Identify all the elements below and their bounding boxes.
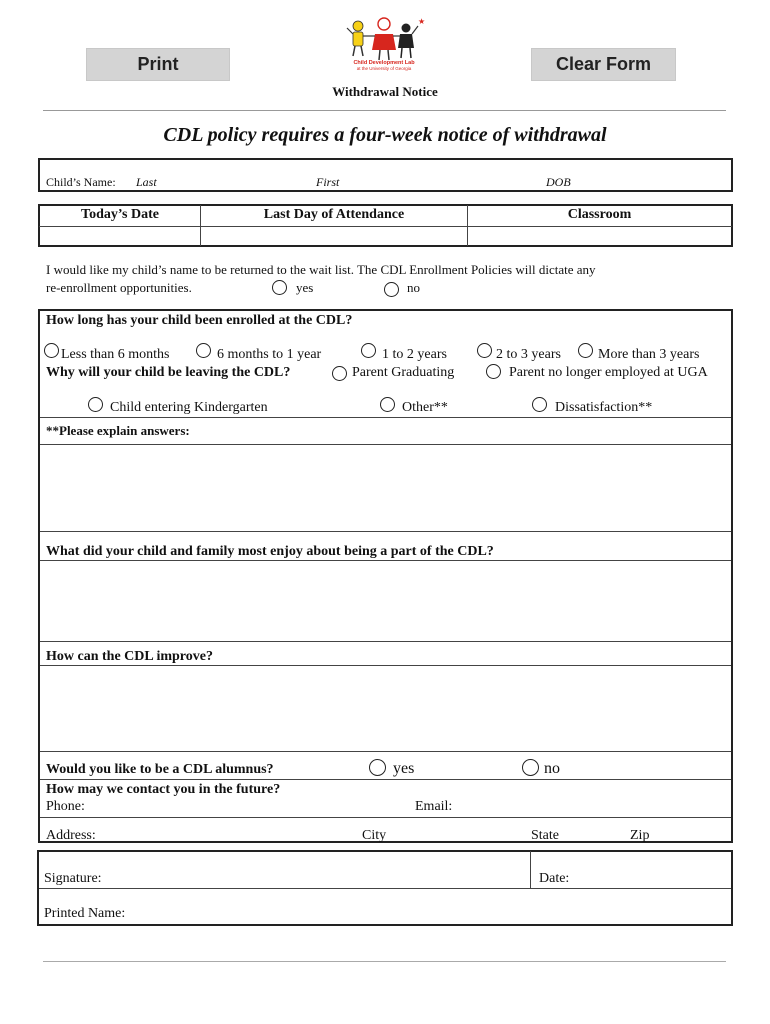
leaving-parent-graduating-radio[interactable] — [332, 366, 347, 381]
alumnus-yes-radio[interactable] — [369, 759, 386, 776]
leaving-dissatisfaction-radio[interactable] — [532, 397, 547, 412]
section-divider — [40, 417, 731, 418]
waitlist-text-line1: I would like my child’s name to be returned to the wait list. The CDL Enrollment Policies will dictate any — [46, 262, 596, 277]
address-input[interactable] — [104, 821, 354, 837]
section-divider — [40, 665, 731, 666]
classroom-input[interactable] — [470, 228, 728, 244]
header-divider — [43, 110, 726, 111]
alumnus-yes-label: yes — [393, 760, 415, 777]
enrolled-less-6-months-radio[interactable] — [44, 343, 59, 358]
alumnus-question: Would you like to be a CDL alumnus? — [46, 762, 274, 777]
leaving-dissatisfaction-label: Dissatisfaction** — [555, 400, 653, 415]
enrolled-question: How long has your child been enrolled at the CDL? — [46, 313, 353, 328]
todays-date-input[interactable] — [42, 228, 197, 244]
enrolled-6-12-months-radio[interactable] — [196, 343, 211, 358]
child-name-label: Child’s Name: — [46, 175, 116, 189]
first-name-label: First — [316, 175, 340, 189]
waitlist-no-label: no — [407, 280, 420, 295]
form-name: Withdrawal Notice — [332, 84, 438, 99]
phone-input[interactable] — [92, 799, 402, 815]
logo-text-line1: Child Development Lab — [353, 60, 415, 66]
improve-textarea[interactable] — [42, 668, 730, 752]
last-name-input[interactable] — [130, 160, 305, 174]
leaving-parent-not-employed-radio[interactable] — [486, 364, 501, 379]
zip-label: Zip — [630, 828, 650, 843]
leaving-parent-not-employed-label: Parent no longer employed at UGA — [509, 365, 708, 380]
section-divider — [40, 641, 731, 642]
phone-label: Phone: — [46, 799, 85, 814]
leaving-kindergarten-label: Child entering Kindergarten — [110, 400, 268, 415]
contact-question: How may we contact you in the future? — [46, 782, 281, 797]
enrolled-2-3-years-radio[interactable] — [477, 343, 492, 358]
leaving-other-label: Other** — [402, 400, 448, 415]
signature-label: Signature: — [44, 871, 102, 886]
last-day-header: Last Day of Attendance — [263, 207, 405, 222]
email-input[interactable] — [460, 799, 725, 815]
signature-date-input[interactable] — [576, 866, 726, 884]
printed-name-input[interactable] — [136, 901, 726, 919]
policy-title: CDL policy requires a four-week notice of withdrawal — [163, 124, 607, 146]
dob-label: DOB — [546, 175, 571, 189]
printed-name-label: Printed Name: — [44, 906, 126, 921]
leaving-question: Why will your child be leaving the CDL? — [46, 365, 291, 380]
section-divider — [40, 779, 731, 780]
svg-text:★: ★ — [418, 17, 426, 26]
footer-divider — [43, 961, 726, 962]
explain-answers-textarea[interactable] — [42, 447, 730, 531]
leaving-kindergarten-radio[interactable] — [88, 397, 103, 412]
section-divider — [40, 444, 731, 445]
clear-form-button[interactable]: Clear Form — [531, 48, 676, 81]
leaving-other-radio[interactable] — [380, 397, 395, 412]
waitlist-yes-label: yes — [296, 280, 314, 295]
section-divider — [40, 817, 731, 818]
enjoy-textarea[interactable] — [42, 563, 730, 641]
state-label: State — [531, 828, 559, 843]
explain-label: **Please explain answers: — [46, 423, 190, 438]
signature-col-divider — [530, 851, 531, 888]
section-divider — [40, 751, 731, 752]
leaving-parent-graduating-label: Parent Graduating — [352, 365, 455, 380]
enrolled-more-3-years-radio[interactable] — [578, 343, 593, 358]
city-input[interactable] — [392, 821, 522, 837]
classroom-header: Classroom — [567, 207, 632, 222]
section-divider — [40, 531, 731, 532]
cdl-logo — [344, 14, 424, 76]
enrolled-1-2-years-label: 1 to 2 years — [382, 347, 447, 362]
waitlist-yes-radio[interactable] — [272, 280, 287, 295]
signature-input[interactable] — [112, 866, 522, 884]
address-label: Address: — [46, 828, 96, 843]
alumnus-no-label: no — [544, 760, 560, 777]
section-divider — [40, 560, 731, 561]
signature-divider — [39, 888, 731, 889]
enrolled-6-12-months-label: 6 months to 1 year — [217, 347, 322, 362]
dob-input[interactable] — [540, 160, 725, 174]
last-day-input[interactable] — [203, 228, 464, 244]
improve-question: How can the CDL improve? — [46, 649, 213, 664]
enrolled-2-3-years-label: 2 to 3 years — [496, 347, 561, 362]
first-name-input[interactable] — [310, 160, 535, 174]
enrolled-1-2-years-radio[interactable] — [361, 343, 376, 358]
table-header-divider — [39, 226, 732, 227]
waitlist-text-line2: re-enrollment opportunities. — [46, 280, 192, 295]
last-name-label: Last — [136, 175, 157, 189]
enrolled-more-3-years-label: More than 3 years — [598, 347, 700, 362]
enrolled-less-6-months-label: Less than 6 months — [61, 347, 170, 362]
email-label: Email: — [415, 799, 453, 814]
alumnus-no-radio[interactable] — [522, 759, 539, 776]
todays-date-header: Today’s Date — [81, 207, 159, 222]
print-button[interactable]: Print — [86, 48, 230, 81]
city-label: City — [362, 828, 387, 843]
zip-input[interactable] — [656, 821, 726, 837]
enjoy-question: What did your child and family most enjoy about being a part of the CDL? — [46, 544, 494, 559]
logo-text-line2: at the University of Georgia — [356, 66, 412, 71]
state-input[interactable] — [568, 821, 623, 837]
date-label: Date: — [539, 871, 570, 886]
waitlist-no-radio[interactable] — [384, 282, 399, 297]
